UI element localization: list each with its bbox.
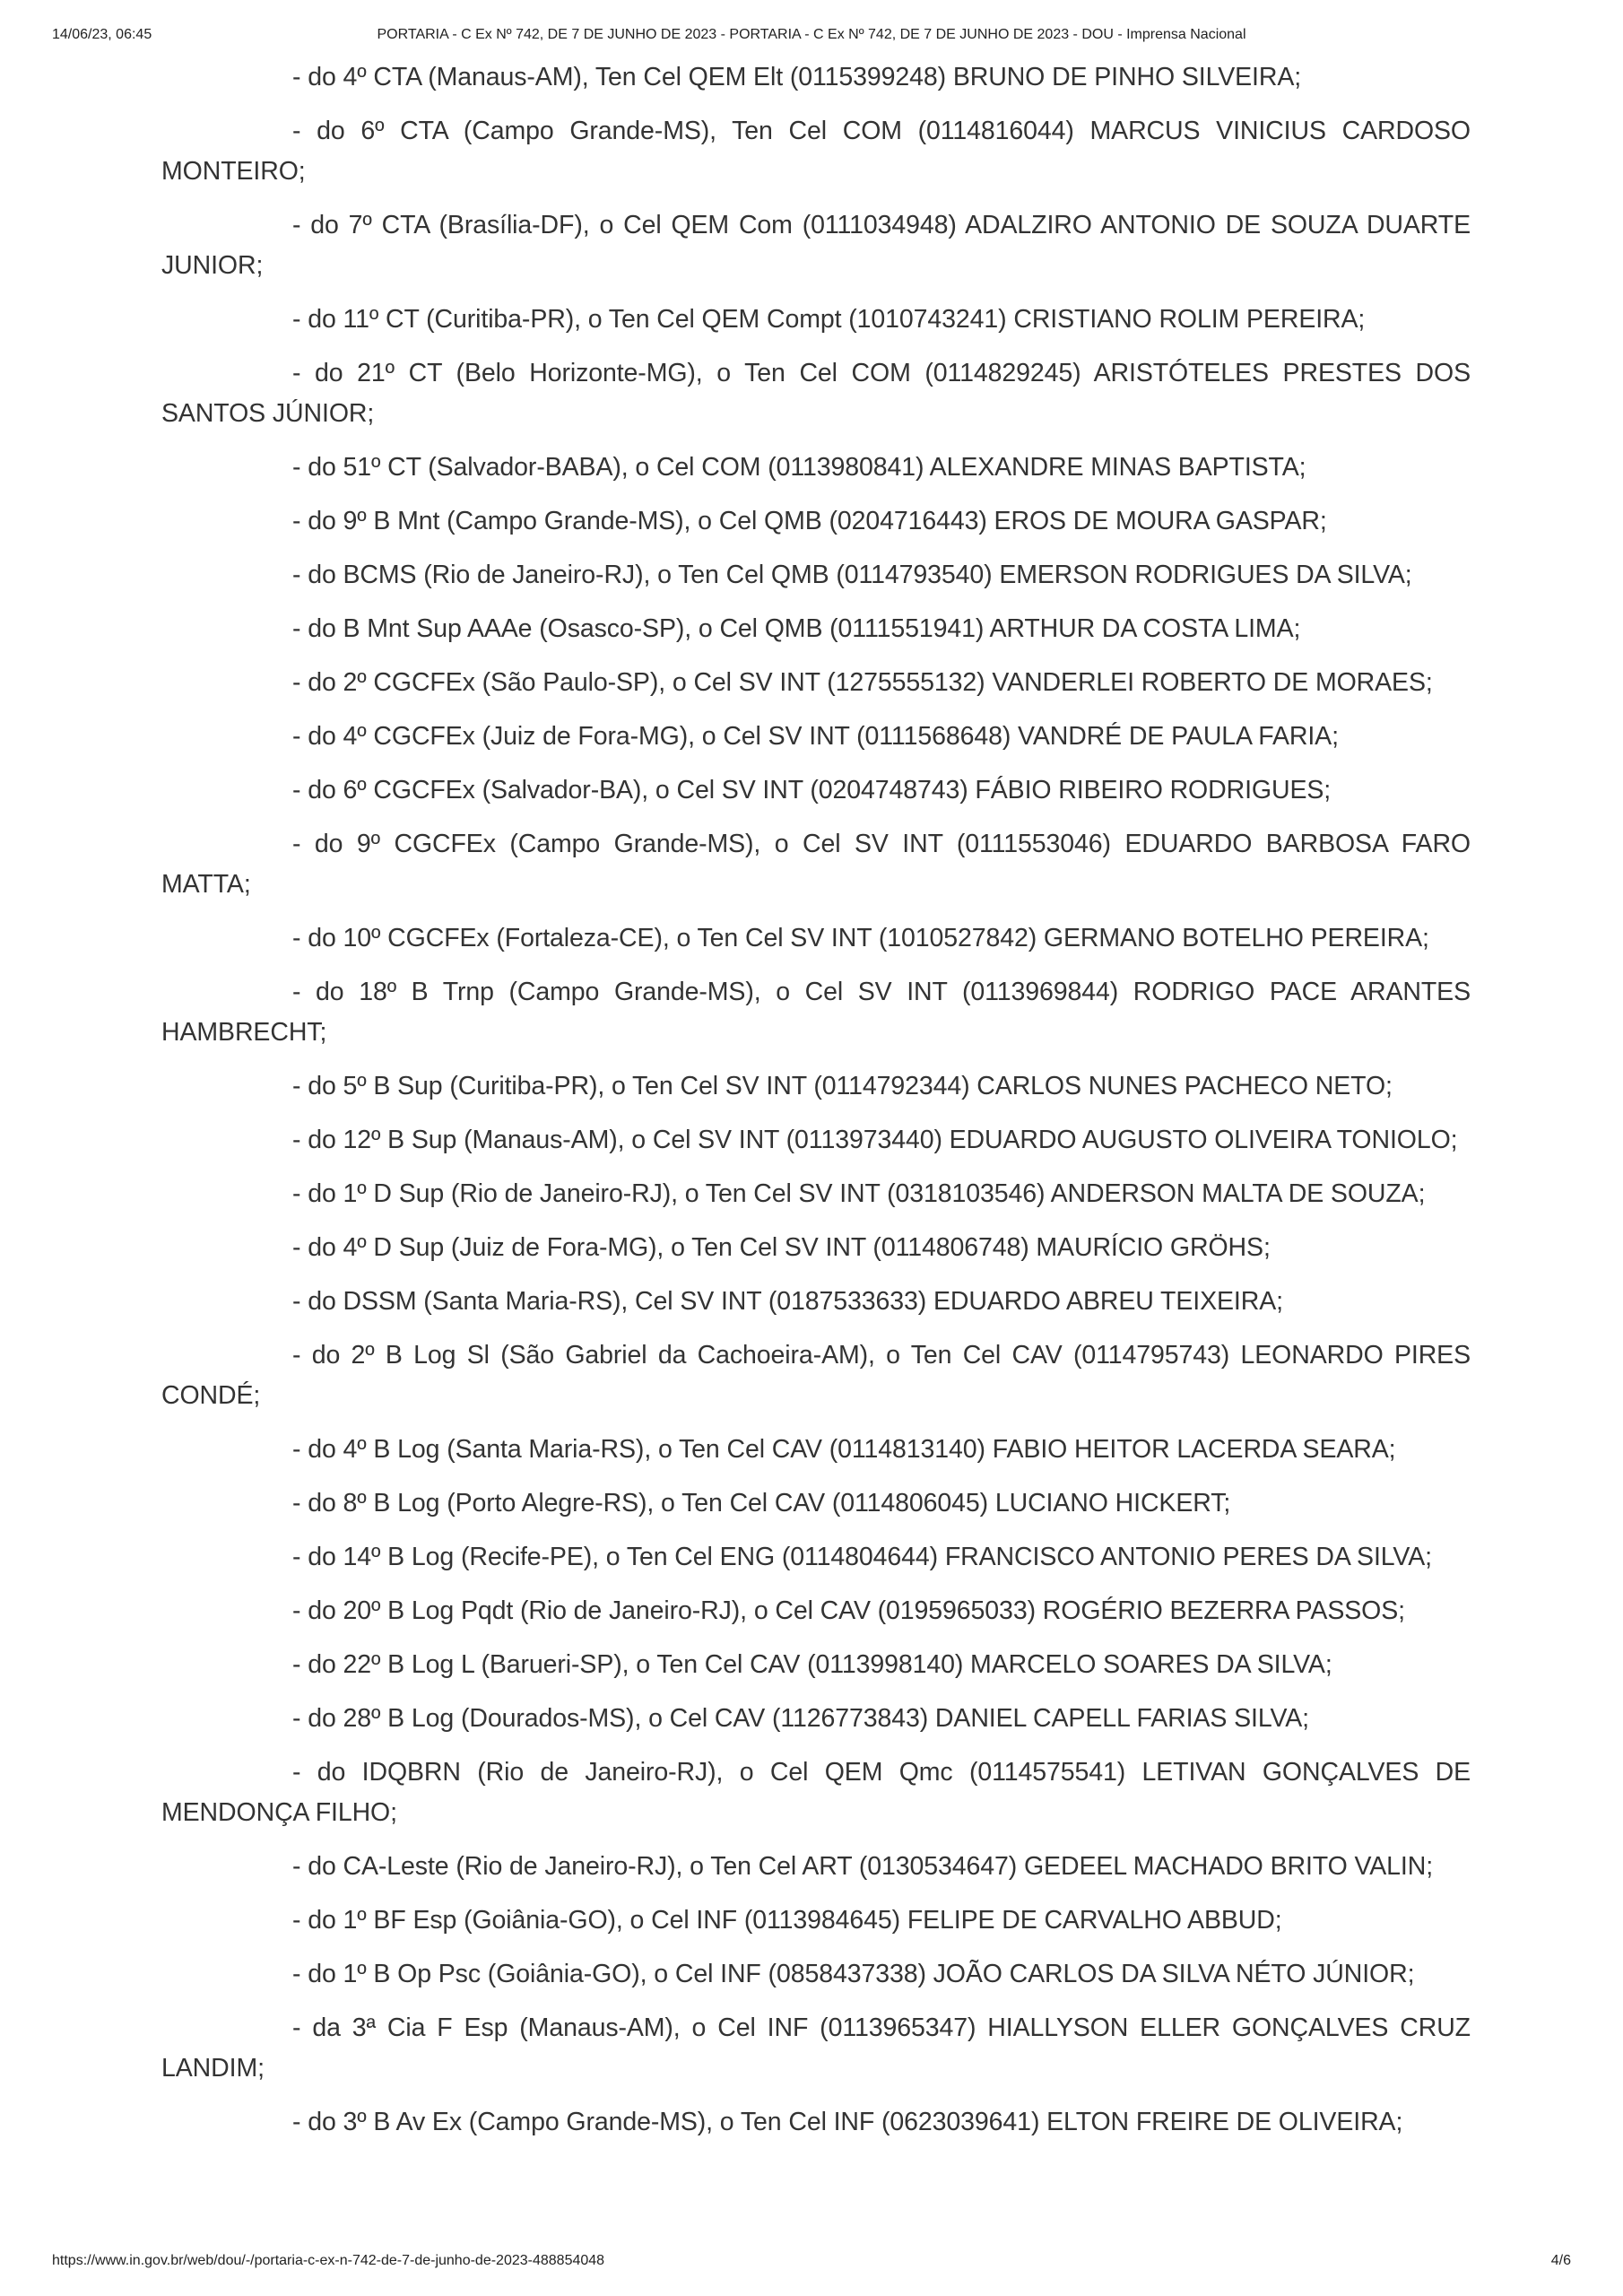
paragraph: - do 1º B Op Psc (Goiânia-GO), o Cel INF (0858437338) JOÃO CARLOS DA SILVA NÉTO JÚNIOR;	[292, 1960, 1415, 1988]
print-header	[52, 27, 1571, 48]
paragraph: - do 14º B Log (Recife-PE), o Ten Cel ENG (0114804644) FRANCISCO ANTONIO PERES DA SILVA;	[292, 1543, 1432, 1571]
print-page-title: PORTARIA - C Ex Nº 742, DE 7 DE JUNHO DE 2023 - PORTARIA - C Ex Nº 742, DE 7 DE JUNHO DE 2023 - DOU - Imprensa Nacional	[377, 27, 1246, 42]
page-number: 4/6	[1550, 2253, 1571, 2268]
print-datetime: 14/06/23, 06:45	[52, 27, 152, 42]
paragraph: - do 4º B Log (Santa Maria-RS), o Ten Cel CAV (0114813140) FABIO HEITOR LACERDA SEARA;	[292, 1435, 1396, 1464]
paragraph: - do 6º CGCFEx (Salvador-BA), o Cel SV INT (0204748743) FÁBIO RIBEIRO RODRIGUES;	[292, 776, 1332, 804]
paragraph: - do IDQBRN (Rio de Janeiro-RJ), o Cel QEM Qmc (0114575541) LETIVAN GONÇALVES DE MENDONÇA FILHO;	[161, 1758, 1471, 1827]
paragraph: - do 4º D Sup (Juiz de Fora-MG), o Ten Cel SV INT (0114806748) MAURÍCIO GRÖHS;	[292, 1233, 1271, 1262]
paragraph: - do 2º B Log Sl (São Gabriel da Cachoeira-AM), o Ten Cel CAV (0114795743) LEONARDO PIRES CONDÉ;	[161, 1341, 1471, 1410]
paragraph: - do 9º B Mnt (Campo Grande-MS), o Cel QMB (0204716443) EROS DE MOURA GASPAR;	[292, 507, 1327, 535]
paragraph: - do 10º CGCFEx (Fortaleza-CE), o Ten Cel SV INT (1010527842) GERMANO BOTELHO PEREIRA;	[292, 924, 1429, 952]
paragraph: - do 18º B Trnp (Campo Grande-MS), o Cel SV INT (0113969844) RODRIGO PACE ARANTES HAMBRECHT;	[161, 978, 1471, 1047]
paragraph: - do DSSM (Santa Maria-RS), Cel SV INT (0187533633) EDUARDO ABREU TEIXEIRA;	[292, 1287, 1283, 1316]
paragraph: - do 5º B Sup (Curitiba-PR), o Ten Cel SV INT (0114792344) CARLOS NUNES PACHECO NETO;	[292, 1072, 1393, 1100]
paragraph: - do 3º B Av Ex (Campo Grande-MS), o Ten Cel INF (0623039641) ELTON FREIRE DE OLIVEIRA;	[292, 2108, 1403, 2136]
paragraph: - do 11º CT (Curitiba-PR), o Ten Cel QEM Compt (1010743241) CRISTIANO ROLIM PEREIRA;	[292, 305, 1366, 334]
paragraph: - do 21º CT (Belo Horizonte-MG), o Ten Cel COM (0114829245) ARISTÓTELES PRESTES DOS SANTOS JÚNIOR;	[161, 359, 1471, 428]
paragraph: - do 12º B Sup (Manaus-AM), o Cel SV INT (0113973440) EDUARDO AUGUSTO OLIVEIRA TONIOLO;	[292, 1126, 1458, 1154]
paragraph: - do 20º B Log Pqdt (Rio de Janeiro-RJ), o Cel CAV (0195965033) ROGÉRIO BEZERRA PASSOS;	[292, 1596, 1405, 1625]
paragraph: - do 22º B Log L (Barueri-SP), o Ten Cel CAV (0113998140) MARCELO SOARES DA SILVA;	[292, 1650, 1332, 1679]
paragraph: - do BCMS (Rio de Janeiro-RJ), o Ten Cel QMB (0114793540) EMERSON RODRIGUES DA SILVA;	[292, 561, 1412, 589]
print-url[interactable]: https://www.in.gov.br/web/dou/-/portaria-c-ex-n-742-de-7-de-junho-de-2023-488854048	[52, 2253, 605, 2268]
paragraph: - do 1º BF Esp (Goiânia-GO), o Cel INF (0113984645) FELIPE DE CARVALHO ABBUD;	[292, 1906, 1282, 1935]
paragraph: - do 6º CTA (Campo Grande-MS), Ten Cel COM (0114816044) MARCUS VINICIUS CARDOSO MONTEIRO;	[161, 117, 1471, 186]
paragraph: - do 8º B Log (Porto Alegre-RS), o Ten Cel CAV (0114806045) LUCIANO HICKERT;	[292, 1489, 1231, 1518]
paragraph: - do 4º CTA (Manaus-AM), Ten Cel QEM Elt (0115399248) BRUNO DE PINHO SILVEIRA;	[292, 63, 1302, 91]
paragraph: - do 4º CGCFEx (Juiz de Fora-MG), o Cel SV INT (0111568648) VANDRÉ DE PAULA FARIA;	[292, 722, 1339, 751]
paragraph: - do 1º D Sup (Rio de Janeiro-RJ), o Ten Cel SV INT (0318103546) ANDERSON MALTA DE SOUZA;	[292, 1179, 1426, 1208]
paragraph: - do B Mnt Sup AAAe (Osasco-SP), o Cel QMB (0111551941) ARTHUR DA COSTA LIMA;	[292, 614, 1301, 643]
paragraph: - do 28º B Log (Dourados-MS), o Cel CAV (1126773843) DANIEL CAPELL FARIAS SILVA;	[292, 1704, 1309, 1733]
paragraph: - do 7º CTA (Brasília-DF), o Cel QEM Com (0111034948) ADALZIRO ANTONIO DE SOUZA DUARTE JUNIOR;	[161, 211, 1471, 280]
paragraph: - do 51º CT (Salvador-BABA), o Cel COM (0113980841) ALEXANDRE MINAS BAPTISTA;	[292, 453, 1306, 482]
print-footer	[52, 2253, 1571, 2274]
document-body	[161, 57, 1471, 2156]
paragraph: - do CA-Leste (Rio de Janeiro-RJ), o Ten Cel ART (0130534647) GEDEEL MACHADO BRITO VALIN;	[292, 1852, 1434, 1881]
paragraph: - da 3ª Cia F Esp (Manaus-AM), o Cel INF (0113965347) HIALLYSON ELLER GONÇALVES CRUZ LANDIM;	[161, 2013, 1471, 2083]
paragraph: - do 2º CGCFEx (São Paulo-SP), o Cel SV INT (1275555132) VANDERLEI ROBERTO DE MORAES;	[292, 668, 1433, 697]
paragraph: - do 9º CGCFEx (Campo Grande-MS), o Cel SV INT (0111553046) EDUARDO BARBOSA FARO MATTA;	[161, 830, 1471, 899]
